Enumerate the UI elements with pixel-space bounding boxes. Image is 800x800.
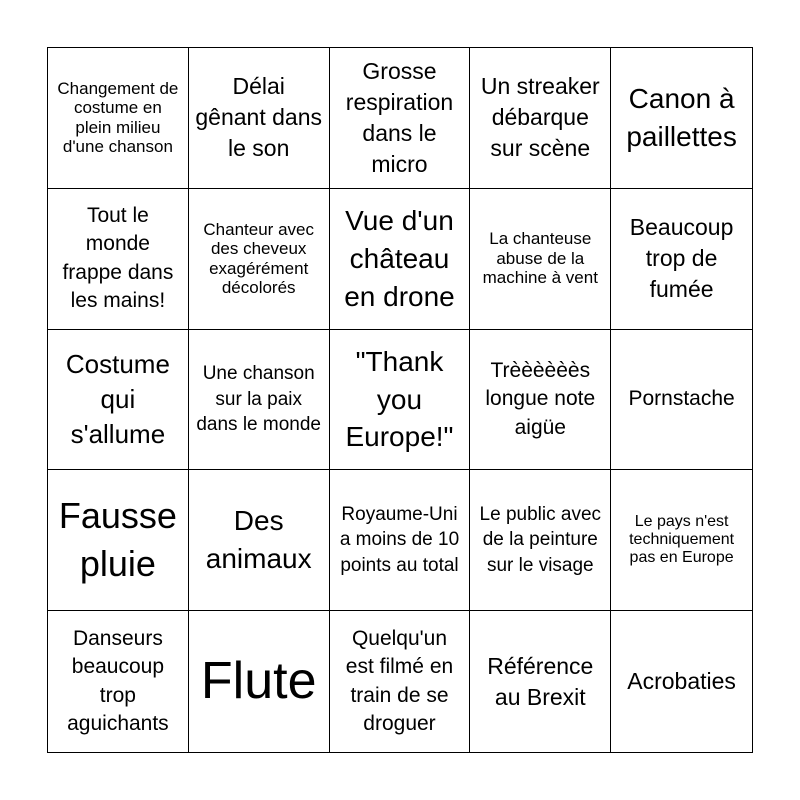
bingo-cell[interactable] — [470, 330, 611, 471]
cell-text: Costume qui s'allume — [65, 348, 170, 450]
cell-text: Grosse respiration dans le micro — [345, 57, 454, 177]
cell-text: Beaucoup trop de fumée — [629, 214, 734, 303]
bingo-cell[interactable] — [48, 611, 189, 752]
bingo-board — [47, 47, 753, 753]
bingo-cell[interactable] — [330, 330, 471, 471]
cell-text: Danseurs beaucoup trop aguichants — [67, 626, 169, 735]
bingo-cell[interactable] — [611, 330, 752, 471]
cell-text: Vue d'un château en drone — [344, 205, 455, 312]
bingo-cell[interactable] — [330, 470, 471, 611]
bingo-cell[interactable] — [189, 189, 330, 330]
cell-text: Tout le monde frappe dans les mains! — [62, 204, 174, 313]
cell-text: Le pays n'est techniquement pas en Europe — [629, 512, 735, 567]
cell-text: Pornstache — [628, 387, 735, 411]
bingo-cell[interactable] — [189, 611, 330, 752]
bingo-cell[interactable] — [189, 330, 330, 471]
cell-text: Référence au Brexit — [487, 652, 594, 710]
cell-text: Une chanson sur la paix dans le monde — [196, 363, 322, 436]
cell-text: Canon à paillettes — [626, 83, 737, 152]
bingo-cell[interactable] — [470, 48, 611, 189]
cell-text: Quelqu'un est filmé en train de se droguer — [345, 626, 454, 735]
cell-text: Acrobaties — [627, 668, 736, 695]
cell-text: Changement de costume en plein milieu d'une chanson — [57, 78, 179, 157]
bingo-cell[interactable] — [470, 470, 611, 611]
cell-text: Délai gênant dans le son — [195, 73, 322, 162]
bingo-cell[interactable] — [470, 189, 611, 330]
bingo-cell[interactable] — [330, 189, 471, 330]
bingo-cell[interactable] — [330, 611, 471, 752]
cell-text: Des animaux — [205, 505, 312, 575]
cell-text: La chanteuse abuse de la machine à vent — [482, 229, 598, 288]
bingo-cell[interactable] — [48, 189, 189, 330]
bingo-cell[interactable] — [470, 611, 611, 752]
cell-text: Flute — [200, 651, 317, 710]
cell-text: Trèèèèèès longue note aigüe — [485, 358, 596, 439]
bingo-cell[interactable] — [611, 189, 752, 330]
bingo-cell[interactable] — [611, 470, 752, 611]
bingo-cell[interactable] — [48, 330, 189, 471]
cell-text: Chanteur avec des cheveux exagérément décolorés — [203, 219, 314, 298]
cell-text: Le public avec de la peinture sur le visage — [479, 503, 602, 577]
bingo-cell[interactable] — [189, 470, 330, 611]
cell-text: Fausse pluie — [58, 494, 177, 585]
bingo-cell[interactable] — [48, 470, 189, 611]
cell-text: Un streaker débarque sur scène — [480, 73, 600, 162]
bingo-cell[interactable] — [48, 48, 189, 189]
bingo-cell[interactable] — [611, 611, 752, 752]
bingo-cell[interactable] — [189, 48, 330, 189]
bingo-cell[interactable] — [611, 48, 752, 189]
bingo-cell[interactable] — [330, 48, 471, 189]
cell-text: "Thank you Europe!" — [345, 345, 454, 453]
cell-text: Royaume-Uni a moins de 10 points au total — [339, 503, 460, 577]
